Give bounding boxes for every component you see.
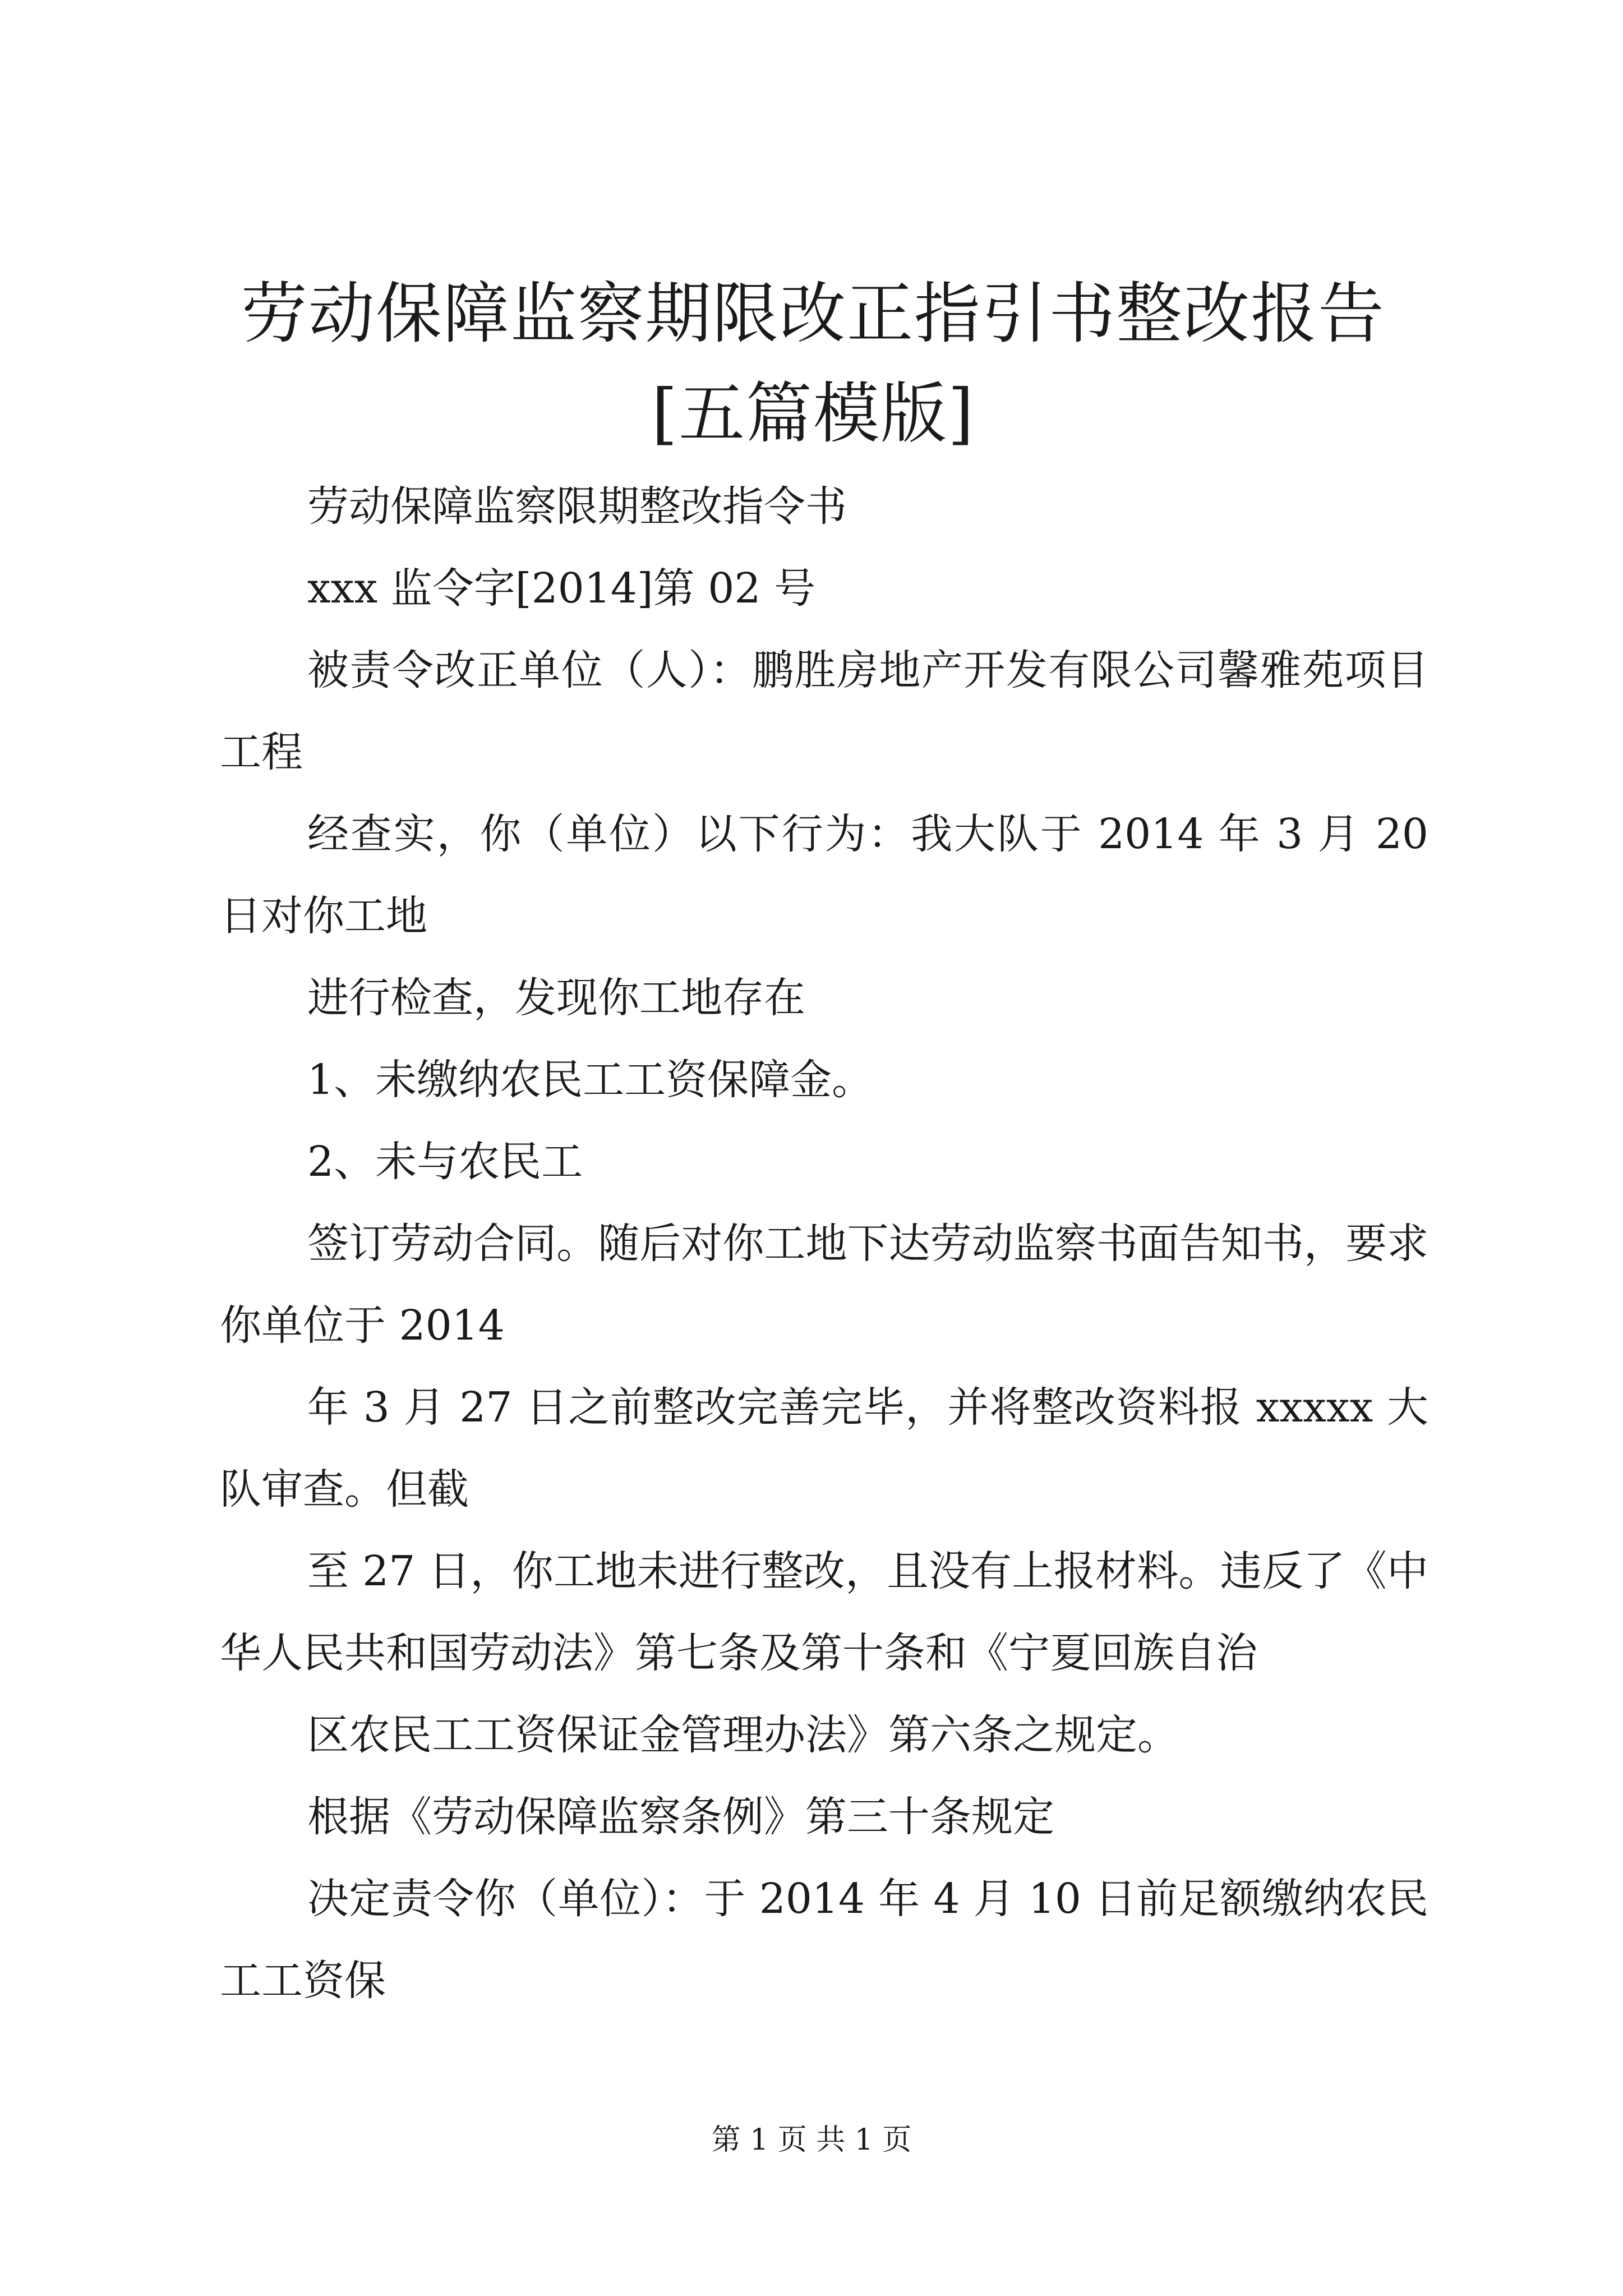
paragraph-legal-basis: 根据《劳动保障监察条例》第三十条规定 (307, 1793, 1054, 1841)
paragraph-contract-notice: 签订劳动合同。随后对你工地下达劳动监察书面告知书，要求你单位于 2014 (220, 1220, 1428, 1350)
paragraph-item-1: 1、未缴纳农民工工资保障金。 (307, 1056, 874, 1104)
paragraph-document-number: xxx 监令字[2014]第 02 号 (307, 564, 815, 613)
paragraph-regulation: 区农民工工资保证金管理办法》第六条之规定。 (307, 1711, 1179, 1759)
paragraph-ordered-party: 被责令改正单位（人）：鹏胜房地产开发有限公司馨雅苑项目工程 (220, 646, 1428, 776)
paragraph-item-2: 2、未与农民工 (307, 1138, 583, 1186)
paragraph-violation: 至 27 日，你工地未进行整改，且没有上报材料。违反了《中华人民共和国劳动法》第七条及第十条和《宁夏回族自治 (220, 1547, 1428, 1677)
paragraph-order-heading: 劳动保障监察限期整改指令书 (307, 482, 847, 531)
paragraph-decision: 决定责令你（单位）：于 2014 年 4 月 10 日前足额缴纳农民工工资保 (220, 1875, 1428, 2005)
document-body (220, 466, 1428, 2022)
paragraph-deadline: 年 3 月 27 日之前整改完善完毕，并将整改资料报 xxxxx 大队审查。但截 (220, 1383, 1428, 1513)
page-footer: 第 1 页 共 1 页 (711, 2123, 912, 2157)
paragraph-findings: 经查实，你（单位）以下行为：我大队于 2014 年 3 月 20 日对你工地 (220, 810, 1428, 940)
document-title: 劳动保障监察期限改正指引书整改报告[五篇模版] (241, 275, 1385, 452)
paragraph-inspection: 进行检查，发现你工地存在 (307, 974, 805, 1022)
